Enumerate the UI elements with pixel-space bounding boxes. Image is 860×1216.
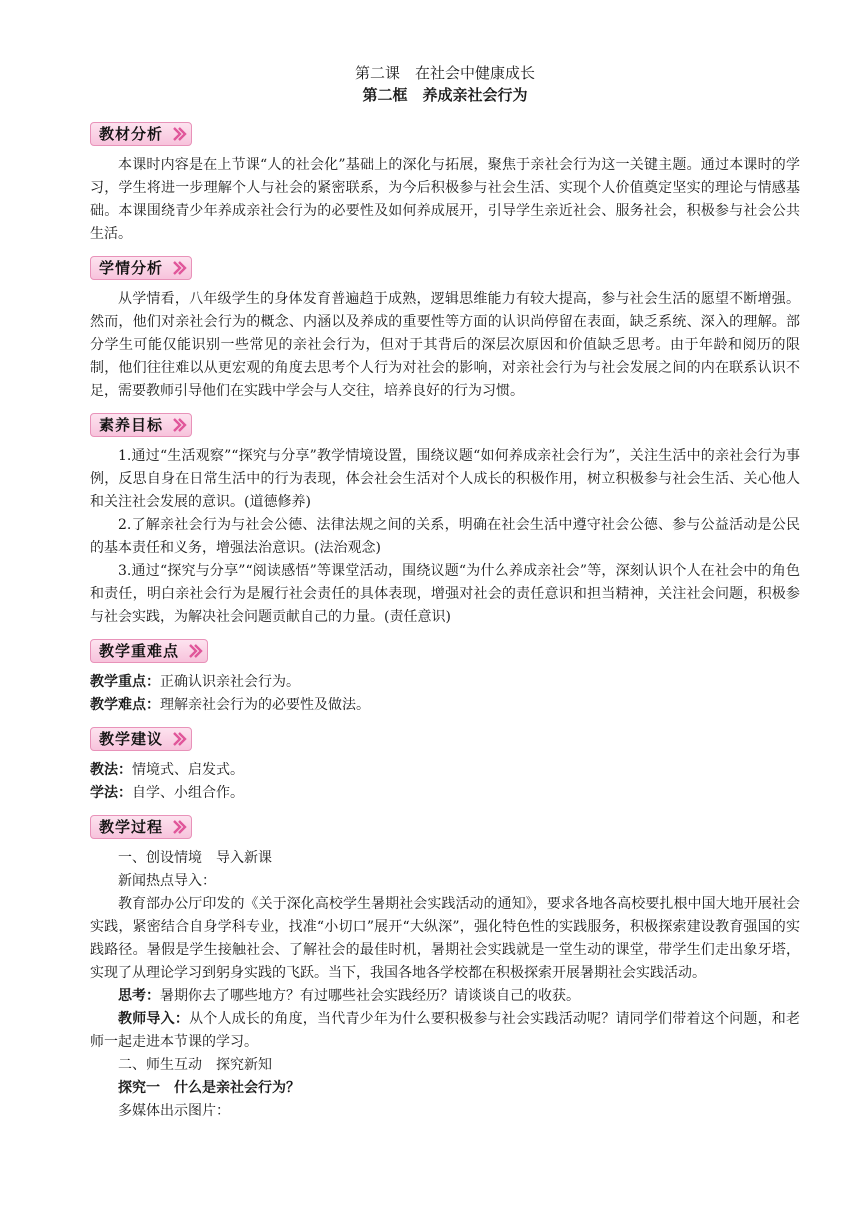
students-paragraph: 从学情看，八年级学生的身体发育普遍趋于成熟，逻辑思维能力有较大提高，参与社会生活的愿望不断增强。然而，他们对亲社会行为的概念、内涵以及养成的重要性等方面的认识尚停留在表面，缺乏系统、深入的理解。部分学生可能仅能识别一些常见的亲社会行为，但对于其背后的深层次原因和价值缺乏思考。由于年龄和阅历的限制，他们往往难以从更宏观的角度去思考个人行为对社会的影响，对亲社会行为与社会发展之间的内在联系认识不足，需要教师引导他们在实践中学会与人交往，培养良好的行为习惯。 bbox=[90, 291, 800, 399]
section-tag-label: 教材分析 bbox=[99, 125, 164, 143]
focus-line bbox=[90, 671, 800, 694]
teacher-text: 从个人成长的角度，当代青少年为什么要积极参与社会实践活动呢？请同学们带着这个问题，和老师一起走进本节课的学习。 bbox=[90, 1011, 801, 1050]
difficulty-line bbox=[90, 694, 800, 717]
process-step-2: 二、师生互动 探究新知 bbox=[118, 1057, 272, 1073]
section-tag-label: 学情分析 bbox=[99, 259, 164, 277]
section-tag-process bbox=[90, 815, 192, 839]
focus-text: 正确认识亲社会行为。 bbox=[160, 674, 300, 690]
section-tag-suggestions bbox=[90, 727, 192, 751]
chevron-right-icon bbox=[171, 417, 187, 433]
teacher-line bbox=[90, 1008, 800, 1054]
news-paragraph: 教育部办公厅印发的《关于深化高校学生暑期社会实践活动的通知》，要求各地各高校要扎根中国大地开展社会实践，紧密结合自身学科专业，找准“小切口”展开“大纵深”，强化特色性的实践服务，积极探索建设教育强国的实践路径。暑假是学生接触社会、了解社会的最佳时机，暑期社会实践就是一堂生动的课堂，带学生们走出象牙塔，实现了从理论学习到躬身实践的飞跃。当下，我国各地各学校都在积极探索开展暑期社会实践活动。 bbox=[90, 896, 800, 981]
think-line bbox=[90, 985, 800, 1008]
section-tag-analysis bbox=[90, 122, 192, 146]
chevron-right-icon bbox=[171, 260, 187, 276]
focus-label: 教学重点： bbox=[90, 674, 160, 690]
lesson-title: 第二课 在社会中健康成长 bbox=[354, 64, 535, 82]
chevron-right-icon bbox=[171, 126, 187, 142]
chevron-right-icon bbox=[171, 819, 187, 835]
frame-title: 第二框 养成亲社会行为 bbox=[362, 86, 528, 104]
think-label: 思考： bbox=[118, 988, 160, 1004]
difficulty-label: 教学难点： bbox=[90, 697, 160, 713]
section-tag-keypoints bbox=[90, 639, 208, 663]
section-tag-label: 教学建议 bbox=[99, 730, 164, 748]
goal-item-3: 3.通过“探究与分享”“阅读感悟”等课堂活动，围绕议题“为什么养成亲社会”等，深刻认识个人在社会中的角色和责任，明白亲社会行为是履行社会责任的具体表现，增强对社会的责任意识和担当精神，关注社会问题，积极参与社会实践，为解决社会问题贡献自己的力量。(责任意识) bbox=[90, 563, 800, 625]
goal-item-2: 2.了解亲社会行为与社会公德、法律法规之间的关系，明确在社会生活中遵守社会公德、参与公益活动是公民的基本责任和义务，增强法治意识。(法治观念) bbox=[90, 517, 800, 556]
analysis-paragraph: 本课时内容是在上节课“人的社会化”基础上的深化与拓展，聚焦于亲社会行为这一关键主题。通过本课时的学习，学生将进一步理解个人与社会的紧密联系，为今后积极参与社会生活、实现个人价值奠定坚实的理论与情感基础。本课围绕青少年养成亲社会行为的必要性及如何养成展开，引导学生亲近社会、服务社会，积极参与社会公共生活。 bbox=[90, 157, 800, 242]
document-page bbox=[90, 62, 800, 1123]
chevron-right-icon bbox=[187, 643, 203, 659]
difficulty-text: 理解亲社会行为的必要性及做法。 bbox=[160, 697, 370, 713]
teacher-label: 教师导入： bbox=[118, 1011, 190, 1027]
section-tag-label: 教学重难点 bbox=[99, 642, 180, 660]
teach-line bbox=[90, 759, 800, 782]
section-tag-label: 教学过程 bbox=[99, 818, 164, 836]
think-text: 暑期你去了哪些地方？有过哪些社会实践经历？请谈谈自己的收获。 bbox=[160, 988, 580, 1004]
chevron-right-icon bbox=[171, 731, 187, 747]
learn-label: 学法： bbox=[90, 785, 132, 801]
process-step-1: 一、创设情境 导入新课 bbox=[118, 850, 272, 866]
news-intro: 新闻热点导入： bbox=[118, 873, 216, 889]
section-tag-label: 素养目标 bbox=[99, 416, 164, 434]
teach-label: 教法： bbox=[90, 762, 132, 778]
learn-text: 自学、小组合作。 bbox=[132, 785, 244, 801]
goal-item-1: 1.通过“生活观察”“探究与分享”教学情境设置，围绕议题“如何养成亲社会行为”，关注生活中的亲社会行为事例，反思自身在日常生活中的行为表现，体会社会生活对个人成长的积极作用，树立积极参与社会生活、关心他人和关注社会发展的意识。(道德修养) bbox=[90, 448, 800, 510]
explore-title: 探究一 什么是亲社会行为？ bbox=[118, 1080, 300, 1096]
media-line: 多媒体出示图片： bbox=[118, 1103, 230, 1119]
learn-line bbox=[90, 782, 800, 805]
teach-text: 情境式、启发式。 bbox=[132, 762, 244, 778]
section-tag-goals bbox=[90, 413, 192, 437]
section-tag-students bbox=[90, 256, 192, 280]
